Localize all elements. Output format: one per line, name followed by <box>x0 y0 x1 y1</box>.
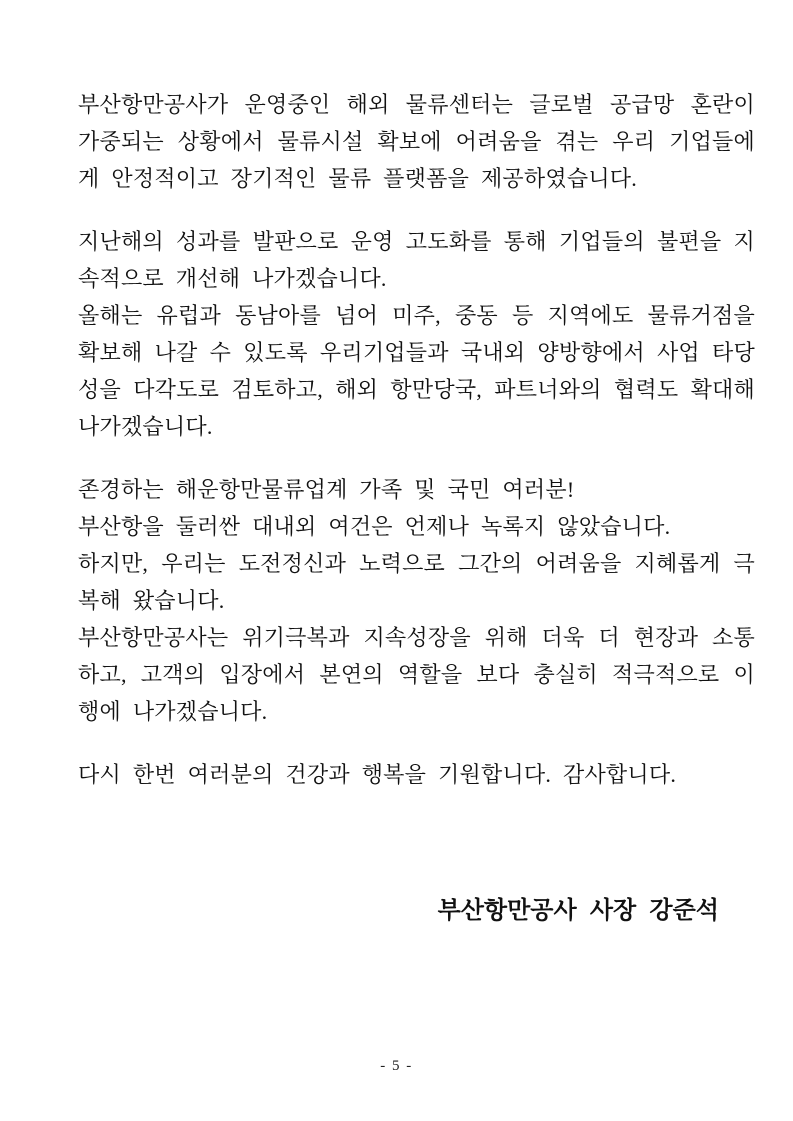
text-block <box>78 756 755 793</box>
paragraph-sentence: 부산항만공사는 위기극복과 지속성장을 위해 더욱 더 현장과 소통하고, 고객의 입장에서 본연의 역할을 보다 충실히 적극적으로 이행에 나가겠습니다. <box>78 625 755 724</box>
paragraph-sentence: 부산항을 둘러싼 대내외 여건은 언제나 녹록지 않았습니다. <box>78 514 671 539</box>
paragraph-sentence: 하지만, 우리는 도전정신과 노력으로 그간의 어려움을 지혜롭게 극복해 왔습니다. <box>78 551 755 613</box>
paragraph-sentence: 존경하는 해운항만물류업계 가족 및 국민 여러분! <box>78 477 575 502</box>
closing-sentence: 다시 한번 여러분의 건강과 행복을 기원합니다. 감사합니다. <box>78 762 677 787</box>
paragraph-sentence: 올해는 유럽과 동남아를 넘어 미주, 중동 등 지역에도 물류거점을 확보해 나갈 수 있도록 우리기업들과 국내외 양방향에서 사업 타당성을 다각도로 검토하고, 해외 항만당국, 파트너와의 협력도 확대해 나가겠습니다. <box>78 303 755 439</box>
text-block <box>78 223 755 445</box>
signature: 부산항만공사 사장 강준석 <box>437 898 719 924</box>
text-block <box>78 471 755 730</box>
paragraph-sentence: 지난해의 성과를 발판으로 운영 고도화를 통해 기업들의 불편을 지속적으로 개선해 나가겠습니다. <box>78 229 755 291</box>
page-number: - 5 - <box>380 1058 413 1074</box>
paragraph-sentence: 부산항만공사가 운영중인 해외 물류센터는 글로벌 공급망 혼란이 가중되는 상황에서 물류시설 확보에 어려움을 겪는 우리 기업들에게 안정적이고 장기적인 물류 플랫폼을 제공하였습니다. <box>78 92 755 191</box>
text-block <box>78 86 755 197</box>
